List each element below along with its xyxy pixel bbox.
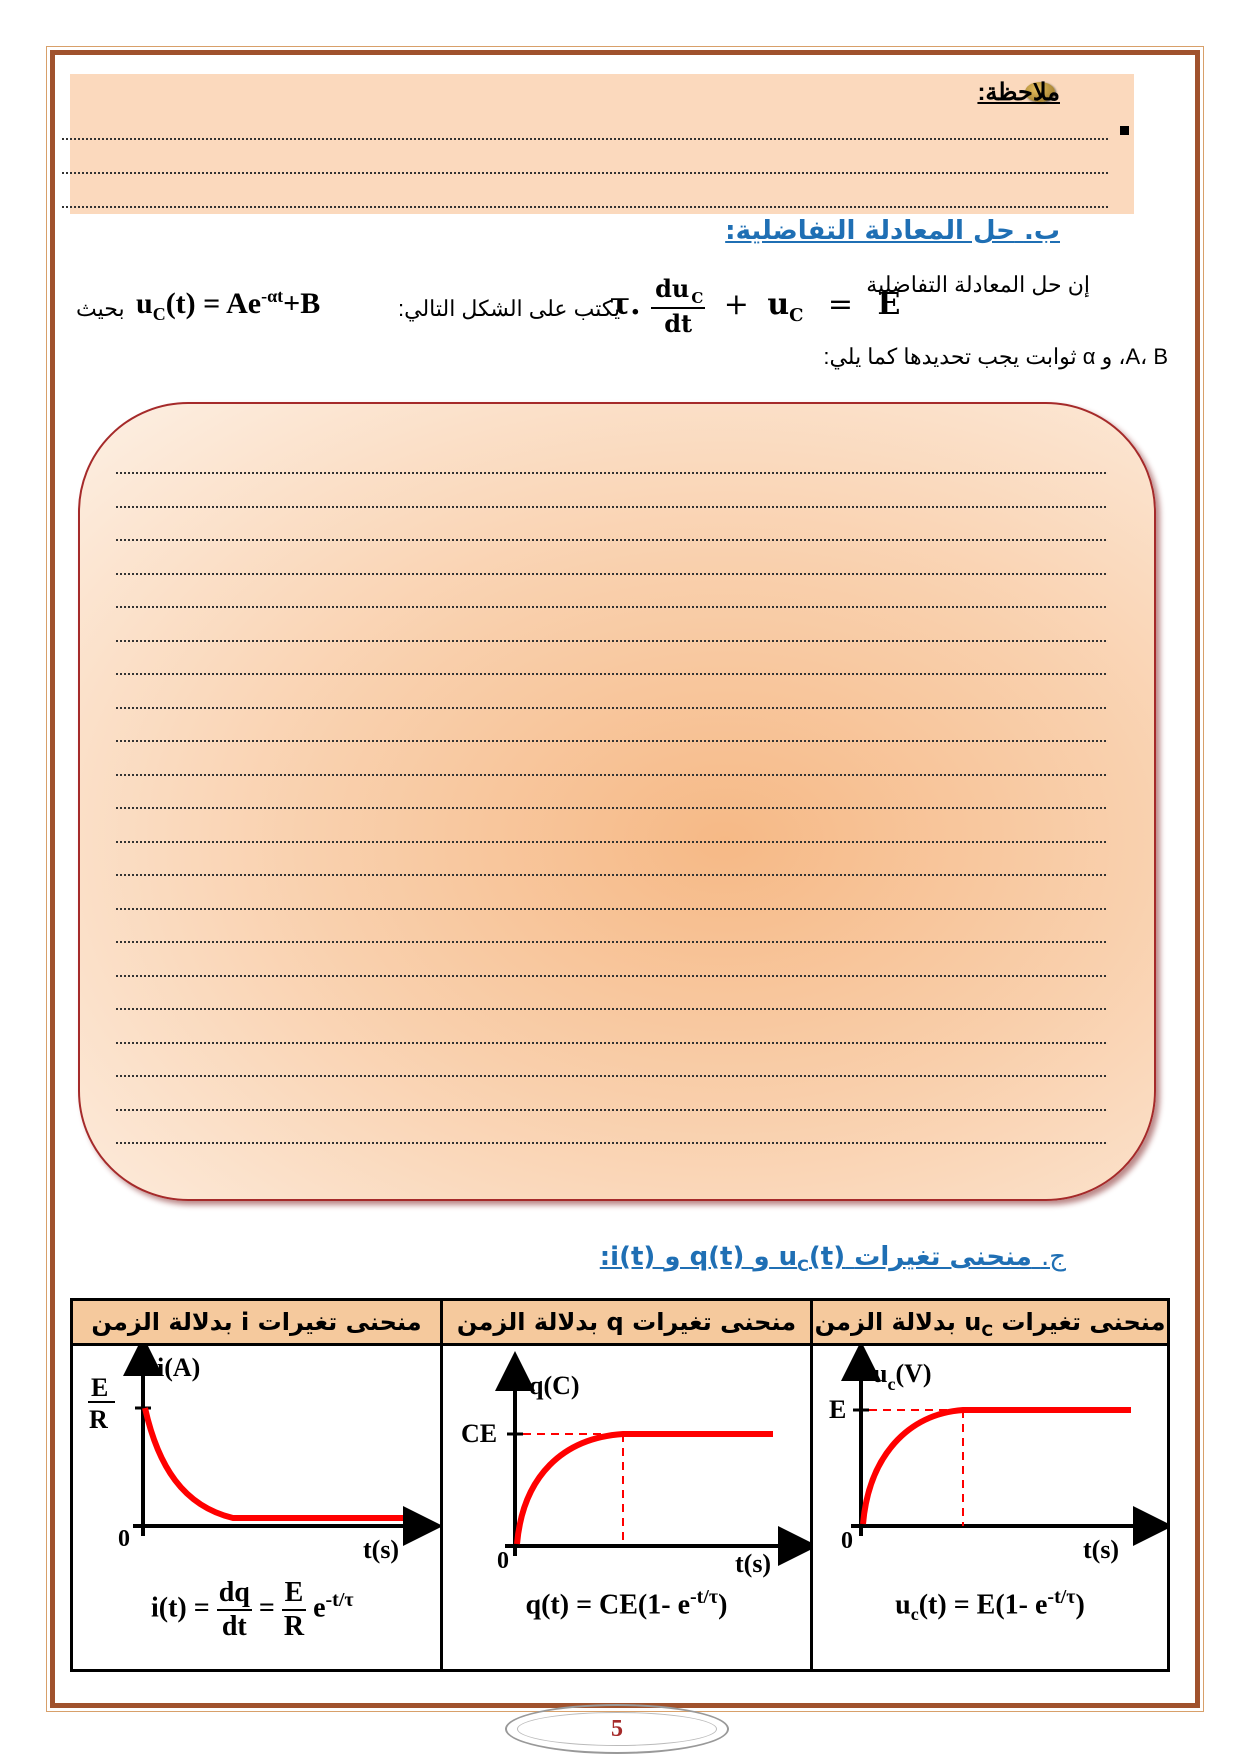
square-bullet-icon — [1120, 126, 1129, 135]
answer-dotted-line[interactable] — [116, 506, 1106, 508]
i-formula-eq2: = — [258, 1592, 275, 1624]
intro-text: إن حل المعادلة التفاضلية — [866, 272, 1090, 297]
e-symbol: E — [877, 286, 901, 322]
section-c-letter: ج. — [1040, 1242, 1066, 1272]
derivative-fraction — [651, 274, 705, 338]
section-c-sub: C — [797, 1256, 809, 1276]
level-den: R — [89, 1405, 108, 1434]
section-c-rest: :i(t) و q(t) و u — [599, 1242, 798, 1272]
q-charge-curve — [517, 1434, 773, 1544]
answer-dotted-line[interactable] — [116, 774, 1106, 776]
x-label: t(s) — [1083, 1535, 1120, 1564]
page-number: 5 — [505, 1704, 729, 1754]
column-i-header: منحنى تغيرات i بدلالة الزمن — [73, 1301, 440, 1346]
uc-symbol: u — [767, 286, 790, 322]
answer-dotted-line[interactable] — [116, 573, 1106, 575]
middle-text: يكتب على الشكل التالي: — [398, 296, 621, 321]
q-y-label: q(C) — [529, 1371, 580, 1400]
tau-symbol: τ. — [610, 286, 641, 322]
answer-dotted-line[interactable] — [116, 1042, 1106, 1044]
derivative-den: dt — [664, 308, 693, 338]
uc-header-text: منحنى تغيرات u — [964, 1308, 1166, 1336]
x-label: t(s) — [735, 1549, 772, 1578]
column-uc — [813, 1301, 1167, 1669]
solution-rest1: (t) = Ae — [165, 287, 262, 320]
note-box — [70, 74, 1134, 214]
f2-den: R — [283, 1611, 305, 1642]
i-y-label: i(A) — [157, 1353, 201, 1382]
dq-dt-fraction — [217, 1577, 252, 1643]
answer-dotted-line[interactable] — [116, 908, 1106, 910]
uc-y-u: u — [873, 1359, 888, 1388]
f2-num: E — [282, 1577, 306, 1611]
origin-label: 0 — [841, 1528, 853, 1554]
answer-dotted-line[interactable] — [116, 640, 1106, 642]
answer-box — [78, 402, 1156, 1201]
solution-expression — [136, 286, 320, 325]
curves-table — [70, 1298, 1170, 1672]
answer-dotted-line[interactable] — [116, 707, 1106, 709]
q-formula-main: q(t) = CE(1- e — [525, 1589, 691, 1621]
answer-dotted-line[interactable] — [116, 975, 1106, 977]
section-b-title — [725, 216, 1060, 246]
derivative-num-sub: C — [691, 288, 704, 307]
derivative-num: du — [655, 274, 690, 303]
column-q — [443, 1301, 813, 1669]
uc-formula-sub: c — [910, 1603, 919, 1624]
answer-dotted-line[interactable] — [116, 606, 1106, 608]
level-label: E — [829, 1395, 847, 1424]
note-dotted-line[interactable] — [62, 138, 1108, 140]
answer-dotted-line[interactable] — [116, 941, 1106, 943]
answer-dotted-line[interactable] — [116, 1109, 1106, 1111]
answer-dotted-line[interactable] — [116, 807, 1106, 809]
section-b-title-text: حل المعادلة التفاضلية: — [725, 216, 1015, 246]
q-formula-end: ) — [718, 1589, 728, 1621]
solution-u: u — [136, 287, 153, 320]
uc-y-sub: c — [887, 1374, 896, 1394]
dq: dq — [217, 1577, 252, 1611]
section-c-title — [600, 1242, 1066, 1275]
q-curve-graph — [443, 1346, 810, 1672]
column-q-header: منحنى تغيرات q بدلالة الزمن — [443, 1301, 810, 1346]
section-b-letter: ب. — [1023, 216, 1060, 246]
equals-sign: = — [827, 286, 854, 322]
e-r-fraction — [282, 1577, 306, 1643]
q-formula-sup: -t/τ — [690, 1586, 719, 1608]
uc-formula — [813, 1586, 1167, 1625]
column-uc-header — [813, 1301, 1167, 1346]
where-text: بحيث — [76, 296, 125, 321]
uc-sub: C — [789, 304, 804, 326]
answer-dotted-line[interactable] — [116, 740, 1106, 742]
level-label: CE — [461, 1419, 498, 1448]
uc-formula-end: ) — [1075, 1589, 1085, 1621]
answer-dotted-line[interactable] — [116, 1142, 1106, 1144]
solution-sup: -αt — [261, 286, 284, 306]
equation-ltr — [610, 274, 900, 338]
section-c-end: (t) — [808, 1242, 846, 1272]
uc-y-label — [873, 1359, 932, 1394]
note-dotted-line[interactable] — [62, 172, 1108, 174]
x-label: t(s) — [363, 1535, 400, 1564]
answer-dotted-line[interactable] — [116, 841, 1106, 843]
origin-label: 0 — [118, 1526, 130, 1552]
uc-header-sub: C — [981, 1320, 994, 1340]
solution-rest2: +B — [283, 287, 321, 320]
column-i — [73, 1301, 443, 1669]
level-num: E — [91, 1373, 109, 1402]
i-decay-curve — [145, 1408, 403, 1518]
uc-y-end: (V) — [895, 1359, 932, 1388]
plus-sign: + — [723, 286, 749, 322]
uc-header-end: بدلالة الزمن — [814, 1308, 965, 1336]
uc-formula-u: u — [895, 1589, 911, 1621]
uc-charge-curve — [863, 1410, 1131, 1524]
origin-label: 0 — [497, 1548, 509, 1574]
answer-dotted-line[interactable] — [116, 1008, 1106, 1010]
note-dotted-line[interactable] — [62, 206, 1108, 208]
i-formula — [151, 1577, 354, 1643]
exp-base: e — [313, 1592, 326, 1624]
answer-dotted-line[interactable] — [116, 539, 1106, 541]
uc-formula-rest: (t) = E(1- e — [918, 1589, 1048, 1621]
q-formula — [443, 1586, 810, 1621]
answer-dotted-line[interactable] — [116, 1075, 1106, 1077]
answer-dotted-line[interactable] — [116, 673, 1106, 675]
exp-sup: -t/τ — [325, 1589, 354, 1612]
answer-dotted-line[interactable] — [116, 472, 1106, 474]
dt: dt — [221, 1611, 247, 1642]
i-formula-lhs: i(t) = — [151, 1592, 210, 1624]
solution-sub: C — [152, 304, 166, 324]
section-c-prefix: منحنى تغيرات — [854, 1242, 1032, 1272]
answer-dotted-line[interactable] — [116, 874, 1106, 876]
note-label: ملاحظة: — [977, 79, 1060, 106]
section-c-variables — [599, 1242, 846, 1276]
constants-line: A، B، و α ثوابت يجب تحديدها كما يلي: — [823, 344, 1168, 369]
uc-formula-sup: -t/τ — [1047, 1586, 1076, 1608]
